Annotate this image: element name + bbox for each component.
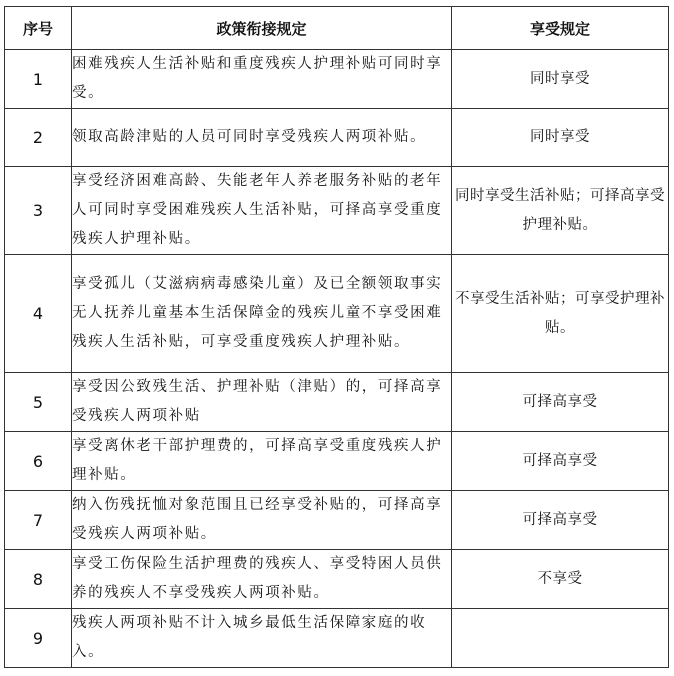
cell-seq: 3	[5, 167, 72, 255]
cell-rule: 享受工伤保险生活护理费的残疾人、享受特困人员供养的残疾人不享受残疾人两项补贴。	[72, 550, 452, 609]
cell-enjoy	[452, 609, 669, 668]
table-row	[5, 167, 669, 255]
cell-enjoy: 可择高享受	[452, 491, 669, 550]
cell-enjoy: 同时享受生活补贴；可择高享受护理补贴。	[452, 167, 669, 255]
table-row	[5, 550, 669, 609]
table-row	[5, 373, 669, 432]
cell-rule: 困难残疾人生活补贴和重度残疾人护理补贴可同时享受。	[72, 50, 452, 109]
table-row	[5, 432, 669, 491]
cell-enjoy: 可择高享受	[452, 373, 669, 432]
cell-enjoy: 同时享受	[452, 109, 669, 167]
header-row	[5, 7, 669, 50]
table-row	[5, 491, 669, 550]
cell-seq: 6	[5, 432, 72, 491]
cell-rule: 享受因公致残生活、护理补贴（津贴）的，可择高享受残疾人两项补贴	[72, 373, 452, 432]
cell-seq: 9	[5, 609, 72, 668]
cell-seq: 1	[5, 50, 72, 109]
cell-enjoy: 可择高享受	[452, 432, 669, 491]
cell-enjoy: 不享受	[452, 550, 669, 609]
cell-enjoy: 不享受生活补贴；可享受护理补贴。	[452, 255, 669, 373]
cell-enjoy: 同时享受	[452, 50, 669, 109]
table-row	[5, 255, 669, 373]
cell-rule: 享受离休老干部护理费的，可择高享受重度残疾人护理补贴。	[72, 432, 452, 491]
cell-rule: 领取高龄津贴的人员可同时享受残疾人两项补贴。	[72, 109, 452, 167]
cell-seq: 4	[5, 255, 72, 373]
header-seq: 序号	[5, 7, 72, 50]
cell-seq: 2	[5, 109, 72, 167]
header-enjoy: 享受规定	[452, 7, 669, 50]
cell-rule: 享受孤儿（艾滋病病毒感染儿童）及已全额领取事实无人抚养儿童基本生活保障金的残疾儿童不享受困难残疾人生活补贴，可享受重度残疾人护理补贴。	[72, 255, 452, 373]
header-rule: 政策衔接规定	[72, 7, 452, 50]
cell-rule: 纳入伤残抚恤对象范围且已经享受补贴的，可择高享受残疾人两项补贴。	[72, 491, 452, 550]
cell-seq: 5	[5, 373, 72, 432]
cell-seq: 7	[5, 491, 72, 550]
policy-table	[4, 6, 669, 668]
table-row	[5, 50, 669, 109]
cell-rule: 享受经济困难高龄、失能老年人养老服务补贴的老年人可同时享受困难残疾人生活补贴，可择高享受重度残疾人护理补贴。	[72, 167, 452, 255]
table-row	[5, 109, 669, 167]
cell-seq: 8	[5, 550, 72, 609]
cell-rule: 残疾人两项补贴不计入城乡最低生活保障家庭的收入。	[72, 609, 452, 668]
table-row	[5, 609, 669, 668]
